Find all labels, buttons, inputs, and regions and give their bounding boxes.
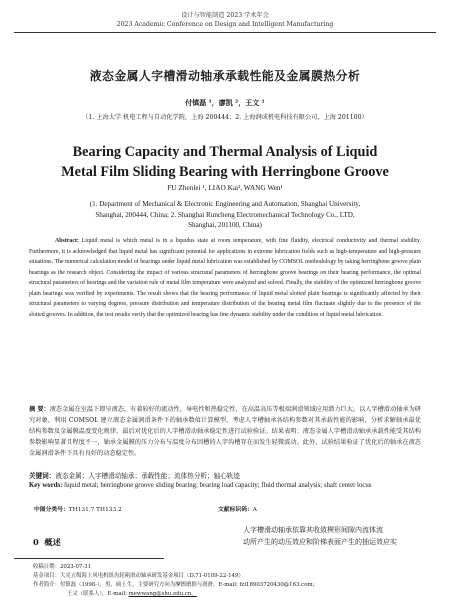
keywords-en-label: Key words: bbox=[29, 482, 63, 489]
paper-title-en-line1: Bearing Capacity and Thermal Analysis of Liquid bbox=[72, 144, 378, 160]
footnote-corresponding bbox=[33, 590, 443, 599]
journal-header-en: 2023 Academic Conference on Design and Intelligent Manufacturing bbox=[116, 21, 334, 28]
abstract-en-text: Liquid metal is which metal is in a liquidus state at room temperature, with fine fluidity, electrical conductivity and thermal stability. Furthermore, it is acknowledged that liquid metal has significant potential for applications in extreme lubrication fields such as high-temperature and high-pressure situations. The numerical calculation model of bearings under liquid metal lubrication was established by COMSOL methodology by taking herringbone groove plain bearings as the research object. Considering the impact of various structural parameters of herringbone groove bearings on their bearing performance, the optimal structural parameters of bearings and the variation rule of metal film temperature were analyzed and solved. Finally, the stability of the optimized herringbone groove plain bearings was verified by experiments. The result shows that the bearing performance of liquid metal slotted plain bearings is significantly affected by their structural parameters to varying degrees, pressure distribution and temperature distribution of the bearing metal film fluctuate slightly due to the presence of the slotted grooves. In addition, the test results verify that the optimized bearing has fine dynamic stability under the condition of liquid metal lubrication. bbox=[29, 238, 421, 318]
clc-label: 中图分类号： bbox=[34, 507, 69, 513]
abstract-en-label: Abstract: bbox=[55, 238, 79, 244]
keywords-cn bbox=[29, 470, 421, 480]
keywords-en bbox=[29, 481, 424, 491]
section-heading bbox=[33, 537, 61, 548]
document-code bbox=[218, 504, 257, 513]
affiliation-en-line: Shanghai, 201100, China) bbox=[188, 221, 262, 229]
footnotes bbox=[33, 563, 443, 599]
clc-number bbox=[34, 504, 122, 513]
doc-code-label: 文献标识码： bbox=[218, 507, 253, 513]
affiliation-en bbox=[0, 199, 450, 231]
journal-header-cn: 设计与智能制造 2023 学术年会 bbox=[181, 12, 269, 19]
footnote-author-info: 作者简介：付镇磊（1998-），男，硕士生，主要研究方向为摩擦磨损与润滑。E-mail: fzl18903720430@163.com； bbox=[33, 582, 318, 588]
affiliation-en-line: (1. Department of Mechanical & Electronic Engineering and Automation, Shanghai University, bbox=[89, 200, 361, 208]
abstract-en bbox=[29, 236, 421, 320]
keywords-en-text: liquid metal; herringbone groove sliding bearing; bearing load capacity; fluid thermal analysis; shaft center locus bbox=[64, 482, 372, 489]
keywords-cn-text: 液态金属；人字槽滑动轴承；承载性能；流体热分析；轴心轨迹 bbox=[55, 472, 240, 480]
affiliation-en-line: Shanghai, 200444, China; 2. Shanghai Runcheng Electromechanical Technology Co., LTD, bbox=[95, 210, 355, 219]
footnote-fund: 基金项目：大亮五级海上风电机组齿轮箱滑动轴承研发基金项目（D.71-0109-22-149） bbox=[33, 573, 244, 579]
footnote-rule bbox=[14, 558, 164, 559]
clc-value: TH131.7 TH133.2 bbox=[68, 507, 122, 513]
paper-title-cn: 液态金属人字槽滑动轴承承载性能及金属膜热分析 bbox=[89, 69, 361, 83]
authors-cn: 付镇磊 ¹，廖凯 ²，王文 ¹ bbox=[185, 98, 265, 107]
paper-title-en-line2: Metal Film Sliding Bearing with Herringbone Groove bbox=[61, 164, 389, 180]
body-line: 人字槽滑动轴承依靠其收敛楔形间隙内流体流 bbox=[243, 526, 383, 534]
abstract-cn-label: 摘 要： bbox=[29, 406, 50, 413]
body-text bbox=[243, 524, 443, 548]
authors-en: FU Zhenlei ¹, LIAO Kai², WANG Wen¹ bbox=[167, 183, 283, 192]
section-number: 0 bbox=[33, 537, 39, 547]
body-line: 动所产生的动压效应和阶梯表面产生的抽运效应实 bbox=[243, 538, 397, 546]
corresponding-email-link[interactable]: mewwang@shu.edu.cn。 bbox=[128, 591, 197, 597]
doc-code-value: A bbox=[252, 507, 257, 513]
keywords-cn-label: 关键词： bbox=[29, 472, 56, 480]
abstract-cn bbox=[29, 404, 421, 459]
header-rule bbox=[14, 32, 436, 33]
affiliation-cn: （1. 上海大学 机电工程与自动化学院，上海 200444；2. 上海润成机电科技有限公司，上海 201100） bbox=[82, 114, 368, 121]
corresponding-prefix: 王文（联系人），E-mail: bbox=[67, 591, 127, 597]
abstract-cn-text: 液态金属在室温下即呈液态，有着较好的流动性、导电性和热稳定性，在高温高压等极端润滑领域应用潜力巨大。以人字槽滑动轴承为研究对象，利用 COMSOL 建立液态金属润滑条件下的轴承数值计算模型，考虑人字槽轴承各结构参数对其承载性能的影响，分析求解轴承最优结构参数及金属膜温度变化规律，最后对优化后的人字槽滑动轴承稳定性进行试验验证。结果表明：液态金属人字槽滑动轴承承载性能受其结构参数影响显著且程度不一，轴承金属膜的压力分布与温度分布因槽的人字沟槽存在而发生轻微波动。此外，试验结果验证了优化后的轴承在液态金属润滑条件下具有良好的动态稳定性。 bbox=[29, 406, 421, 457]
section-title: 概述 bbox=[44, 537, 61, 547]
footnote-received: 收稿日期：2023-07-31 bbox=[33, 564, 92, 570]
